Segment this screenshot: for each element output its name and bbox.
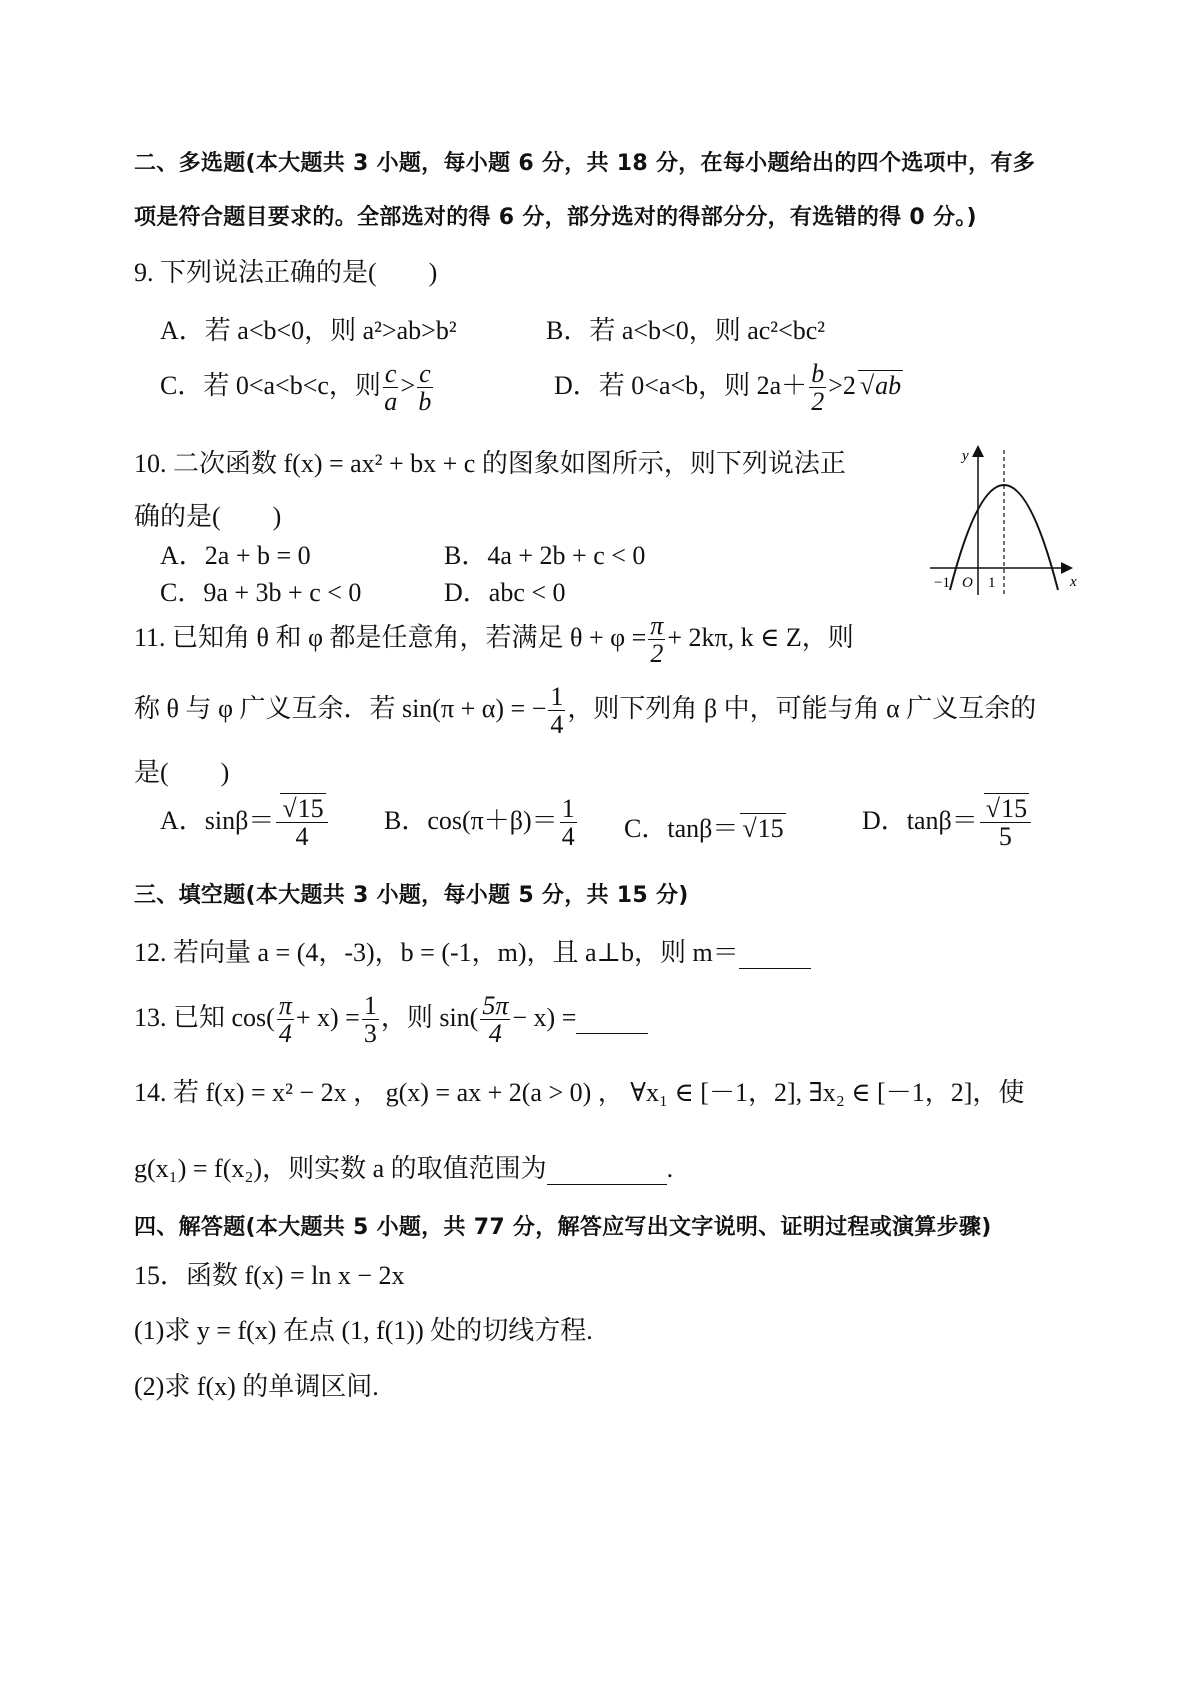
q10-option-b: B．4a + 2b + c < 0: [444, 541, 646, 570]
q11-option-b: [384, 795, 579, 851]
q9-option-d-frac: $\frac{b}{2}$: [811, 359, 825, 417]
q15-stem: 15．函数 f(x) = ln x − 2x: [134, 1261, 405, 1290]
q11-line1-frac: $\frac{\pi}{2}$: [650, 611, 664, 669]
q15-part2: (2)求 f(x) 的单调区间.: [134, 1372, 379, 1401]
q9-option-c-frac2: $\frac{c}{b}$: [418, 359, 432, 417]
q9-option-c-prefix: C．若 0<a<b<c，则: [160, 370, 381, 400]
q14-line2-prefix: g(x₁) = f(x₂)，则实数 a 的取值范围为: [134, 1154, 547, 1183]
q11-line2: [134, 683, 1036, 739]
q13-frac2: $\frac{1}{3}$: [363, 991, 377, 1049]
q11-option-d: [862, 795, 1033, 851]
q11-line2-frac: $\frac{1}{4}$: [550, 682, 564, 740]
q9-option-d-op: >2: [828, 370, 856, 400]
q11-option-b-prefix: B．cos(π＋β)＝: [384, 805, 558, 835]
q9-option-b: B．若 a<b<0，则 ac²<bc²: [546, 316, 826, 345]
q9-option-c-op: >: [400, 370, 416, 400]
q14-line2-suffix: .: [666, 1154, 674, 1183]
q13: [134, 992, 648, 1048]
q12-answer-blank: [739, 938, 811, 969]
q9-option-a: A．若 a<b<0，则 a²>ab>b²: [160, 316, 457, 345]
q10-stem-line2: 确的是( ): [134, 502, 282, 531]
y-axis-label: y: [962, 448, 969, 464]
section3-heading: 三、填空题(本大题共 3 小题，每小题 5 分，共 15 分): [134, 883, 689, 908]
q13-mid2: ，则 sin(: [380, 1002, 479, 1032]
q15-part1: (1)求 y = f(x) 在点 (1, f(1)) 处的切线方程.: [134, 1316, 593, 1345]
q13-frac3: $\frac{5\pi}{4}$: [482, 991, 509, 1049]
q11-option-d-prefix: D．tanβ＝: [862, 805, 978, 835]
q11-line2-prefix: 称 θ 与 φ 广义互余．若 sin(π + α) = −: [134, 693, 547, 723]
q9-option-c-frac1: $\frac{c}{a}$: [384, 359, 398, 417]
q10-parabola-graph: [920, 440, 1090, 600]
q11-line1-prefix: 11. 已知角 θ 和 φ 都是任意角，若满足 θ + φ =: [134, 622, 647, 652]
section4-heading: 四、解答题(本大题共 5 小题，共 77 分，解答应写出文字说明、证明过程或演算步骤): [134, 1215, 992, 1240]
q9-option-d: [554, 360, 903, 416]
origin-label: O: [962, 575, 973, 591]
q11-option-d-frac: √ $\frac{15}{5}$: [980, 795, 1031, 851]
q12: [134, 932, 811, 969]
q11-line1: [134, 612, 854, 668]
section2-heading-line1: 二、多选题(本大题共 3 小题，每小题 6 分，共 18 分，在每小题给出的四个选项中，有多: [134, 151, 1036, 176]
q10-option-c: C．9a + 3b + c < 0: [160, 578, 362, 607]
q13-mid1: + x) =: [295, 1002, 360, 1032]
q10-stem-line1: 10. 二次函数 f(x) = ax² + bx + c 的图象如图所示，则下列说法正: [134, 449, 846, 478]
q11-option-c-prefix: C．tanβ＝: [624, 814, 739, 843]
q14-answer-blank: [547, 1154, 667, 1185]
q12-text: 12. 若向量 a = (4，-3)，b = (-1，m)，且 a⊥b，则 m＝: [134, 938, 739, 967]
q10-option-d: D．abc < 0: [444, 578, 566, 607]
q11-line1-suffix: + 2kπ, k ∈ Z，则: [667, 622, 854, 652]
q14-line1: 14. 若 f(x) = x² − 2x ， g(x) = ax + 2(a > 0) ， ∀x₁ ∈ [－1，2], ∃x₂ ∈ [－1，2]，使: [134, 1078, 1025, 1107]
q9-option-d-prefix: D．若 0<a<b，则 2a＋: [554, 370, 808, 400]
q13-answer-blank: [576, 1003, 648, 1034]
q9-stem: 9. 下列说法正确的是( ): [134, 258, 438, 287]
neg-one-label: −1: [934, 575, 950, 591]
q11-line3: 是( ): [134, 758, 230, 787]
q10-option-a: A．2a + b = 0: [160, 541, 311, 570]
q11-option-b-frac: $\frac{1}{4}$: [561, 794, 575, 852]
x-axis-label: x: [1070, 574, 1077, 590]
q11-option-a-prefix: A．sinβ＝: [160, 805, 275, 835]
q9-option-d-sqrt: √ ab: [858, 370, 903, 400]
q11-option-a: [160, 795, 330, 851]
one-label: 1: [988, 575, 996, 591]
q13-suffix: − x) =: [512, 1002, 577, 1032]
q11-line2-suffix: ，则下列角 β 中，可能与角 α 广义互余的: [567, 693, 1037, 723]
section2-heading-line2: 项是符合题目要求的。全部选对的得 6 分，部分选对的得部分分，有选错的得 0 分。): [134, 205, 977, 230]
q14-line2: [134, 1148, 673, 1185]
q13-frac1: $\frac{\pi}{4}$: [278, 991, 292, 1049]
q11-option-c-sqrt: √ 15: [740, 813, 785, 843]
q13-prefix: 13. 已知 cos(: [134, 1002, 275, 1032]
q11-option-a-frac: √ $\frac{15}{4}$: [276, 795, 327, 851]
q9-option-c: [160, 360, 435, 416]
q11-option-c: [624, 808, 786, 845]
